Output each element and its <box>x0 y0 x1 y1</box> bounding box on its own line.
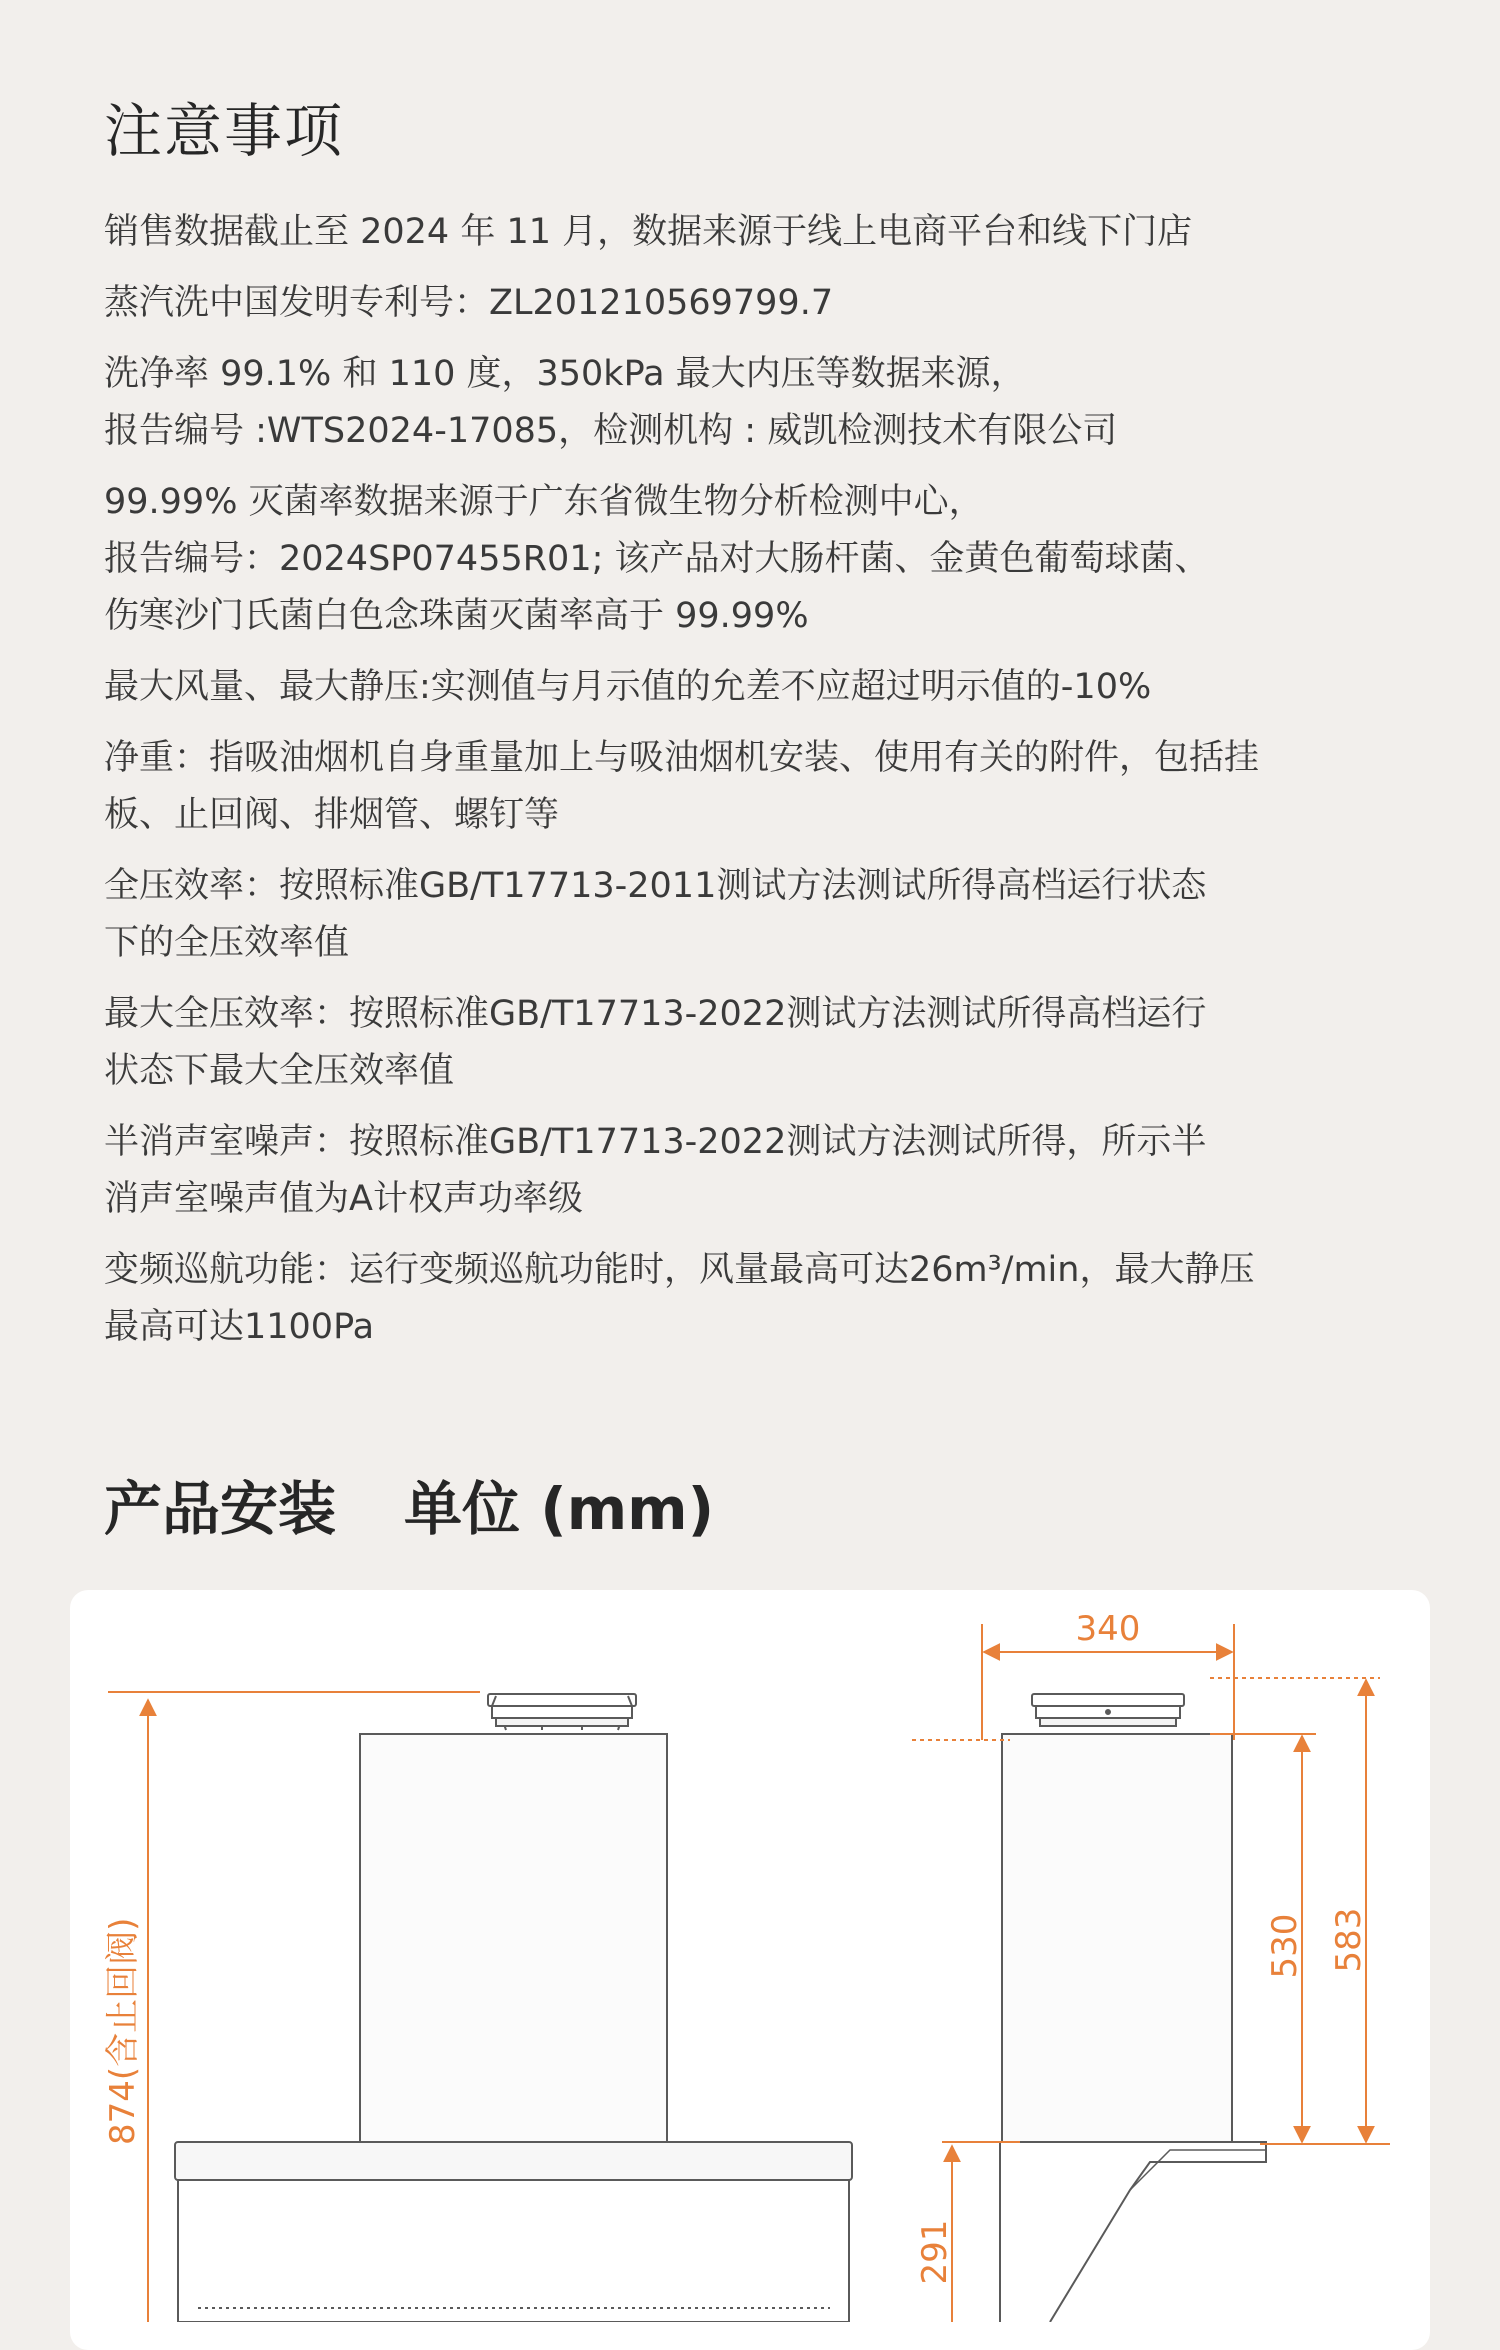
side-check-valve <box>1032 1694 1184 1726</box>
side-height-583-label: 583 <box>1329 1907 1369 1973</box>
side-view <box>1000 1694 1266 2322</box>
front-view <box>175 1694 852 2322</box>
side-hood-profile <box>1000 2142 1266 2322</box>
note-noise: 半消声室噪声：按照标准GB/T17713-2022测试方法测试所得，所示半 消声室噪声值为A计权声功率级 <box>104 1122 1207 1219</box>
front-chimney <box>360 1734 667 2142</box>
front-hood-body <box>178 2180 849 2322</box>
notes-list <box>104 204 1424 1370</box>
note-sales-data: 销售数据截止至 2024 年 11 月，数据来源于线上电商平台和线下门店 <box>104 212 1193 252</box>
front-check-valve <box>488 1694 636 1730</box>
install-heading <box>104 1462 714 1546</box>
note-sterilization: 99.99% 灭菌率数据来源于广东省微生物分析检测中心， 报告编号：2024SP07455R01; 该产品对大肠杆菌、金黄色葡萄球菌、 伤寒沙门氏菌白色念珠菌灭菌率高于 99.99% <box>104 482 1210 636</box>
install-title: 产品安装 <box>104 1475 337 1543</box>
note-full-pressure-efficiency: 全压效率：按照标准GB/T17713-2011测试方法测试所得高档运行状态 下的全压效率值 <box>104 866 1207 963</box>
dimension-diagram <box>70 1590 1430 2322</box>
side-height-530-label: 530 <box>1265 1913 1305 1979</box>
side-lower-291-label: 291 <box>915 2219 955 2285</box>
note-airflow-tolerance: 最大风量、最大静压:实测值与月示值的允差不应超过明示值的-10% <box>104 667 1152 707</box>
note-wash-rate: 洗净率 99.1% 和 110 度，350kPa 最大内压等数据来源， 报告编号 :WTS2024-17085，检测机构 : 威凯检测技术有限公司 <box>104 354 1118 451</box>
side-width-label: 340 <box>1075 1609 1141 1649</box>
notes-title: 注意事项 <box>104 97 345 165</box>
front-hood-top <box>175 2142 852 2180</box>
note-cruise-function: 变频巡航功能：运行变频巡航功能时，风量最高可达26m³/min，最大静压 最高可达1100Pa <box>104 1250 1255 1347</box>
note-patent: 蒸汽洗中国发明专利号：ZL201210569799.7 <box>104 283 834 323</box>
side-chimney <box>1002 1734 1232 2142</box>
note-net-weight: 净重：指吸油烟机自身重量加上与吸油烟机安装、使用有关的附件，包括挂 板、止回阀、排烟管、螺钉等 <box>104 738 1260 835</box>
note-max-full-pressure-efficiency: 最大全压效率：按照标准GB/T17713-2022测试方法测试所得高档运行 状态下最大全压效率值 <box>104 994 1207 1091</box>
front-height-label: 874(含止回阀) <box>103 1917 143 2145</box>
dimension-diagram-card <box>70 1590 1430 2350</box>
install-unit: 单位 (mm) <box>404 1475 715 1543</box>
